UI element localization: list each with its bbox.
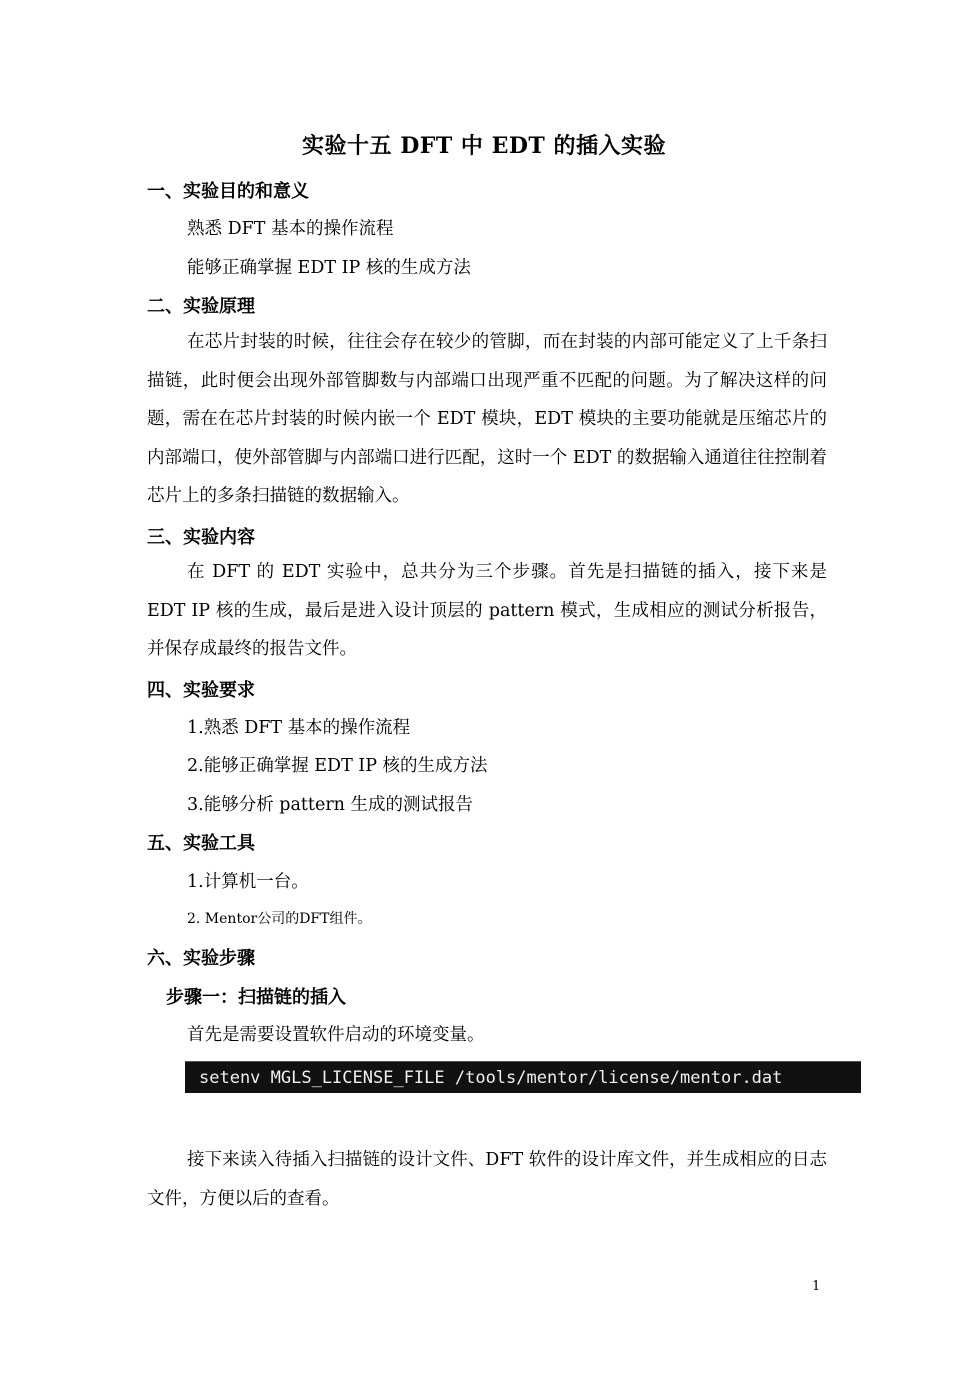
- step-one-heading: 步骤一：扫描链的插入: [166, 987, 346, 1008]
- section-heading-purpose: 一、实验目的和意义: [147, 181, 309, 202]
- step-one-after-paragraph: 接下来读入待插入扫描链的设计文件、DFT 软件的设计库文件，并生成相应的日志文件，方便以后的查看。: [147, 1150, 827, 1209]
- code-block: setenv MGLS_LICENSE_FILE /tools/mentor/license/mentor.dat: [185, 1061, 861, 1093]
- tool-item-1: 1.计算机一台。: [187, 872, 309, 892]
- section-heading-content: 三、实验内容: [147, 527, 255, 548]
- purpose-item-1: 熟悉 DFT 基本的操作流程: [187, 219, 394, 239]
- purpose-item-2: 能够正确掌握 EDT IP 核的生成方法: [187, 258, 471, 278]
- tool-item-2: 2. Mentor公司的DFT组件。: [187, 911, 372, 927]
- requirement-item-2: 2.能够正确掌握 EDT IP 核的生成方法: [187, 756, 488, 776]
- section-heading-principle: 二、实验原理: [147, 296, 255, 317]
- page-number: 1: [812, 1279, 821, 1294]
- principle-paragraph: 在芯片封装的时候，往往会存在较少的管脚，而在封装的内部可能定义了上千条扫描链，此时便会出现外部管脚数与内部端口出现严重不匹配的问题。为了解决这样的问题，需在在芯片封装的时候内嵌一个 EDT 模块，EDT 模块的主要功能就是压缩芯片的内部端口，使外部管脚与内部端口进行匹配，这时一个 EDT 的数据输入通道往往控制着芯片上的多条扫描链的数据输入。: [147, 332, 827, 506]
- document-title: 实验十五 DFT 中 EDT 的插入实验: [302, 133, 666, 159]
- content-paragraph: 在 DFT 的 EDT 实验中，总共分为三个步骤。首先是扫描链的插入，接下来是 EDT IP 核的生成，最后是进入设计顶层的 pattern 模式，生成相应的测试分析报告，并保存成最终的报告文件。: [147, 562, 827, 659]
- section-heading-requirements: 四、实验要求: [147, 680, 255, 701]
- section-heading-tools: 五、实验工具: [147, 833, 255, 854]
- section-heading-steps: 六、实验步骤: [147, 948, 255, 969]
- requirement-item-3: 3.能够分析 pattern 生成的测试报告: [187, 795, 474, 815]
- requirement-item-1: 1.熟悉 DFT 基本的操作流程: [187, 718, 411, 738]
- step-one-intro: 首先是需要设置软件启动的环境变量。: [187, 1025, 485, 1045]
